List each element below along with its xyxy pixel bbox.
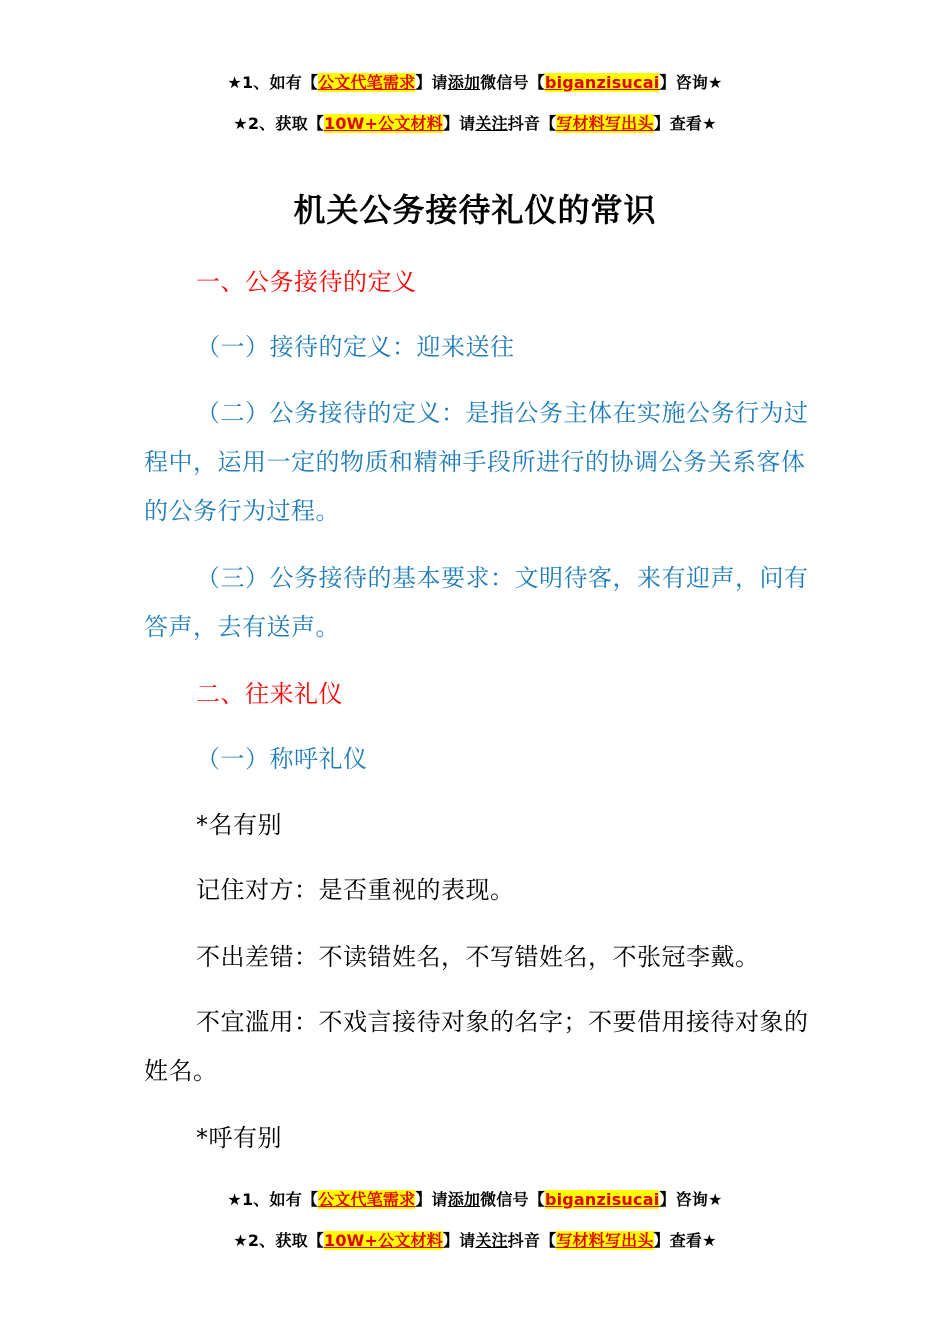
promo-highlight: 10W+公文材料 (323, 114, 443, 133)
promo-highlight: 10W+公文材料 (323, 1231, 443, 1250)
promo-text: ★2、获取【 (233, 114, 324, 133)
section-heading-1: 一、公务接待的定义 (196, 268, 417, 296)
promo-highlight: 公文代笔需求 (318, 73, 416, 92)
promo-text: 】请 (442, 114, 476, 133)
body-paragraph: 不出差错：不读错姓名，不写错姓名，不张冠李戴。 (196, 943, 760, 971)
promo-text: ★1、如有【 (227, 73, 319, 92)
douyin-id-highlight: 写材料写出头 (556, 114, 654, 133)
body-paragraph: （三）公务接待的基本要求：文明待客，来有迎声，问有答声，去有送声。 (144, 564, 809, 641)
header-promo-line-1 (0, 70, 950, 93)
wechat-id-highlight: biganzisucai (544, 1190, 660, 1209)
document-title: 机关公务接待礼仪的常识 (293, 191, 657, 229)
footer-promo-line-2 (0, 1228, 950, 1251)
promo-text: 】请 (415, 73, 448, 92)
promo-text: 】查看★ (653, 1231, 717, 1250)
promo-underline: 添加 (447, 73, 481, 92)
promo-text: 】请 (442, 1231, 476, 1250)
promo-text: 】查看★ (653, 114, 717, 133)
promo-text: 】咨询★ (659, 1190, 723, 1209)
promo-text: 微信号【 (480, 73, 545, 92)
promo-text: 抖音【 (507, 1231, 557, 1250)
promo-text: 抖音【 (507, 114, 557, 133)
promo-text: ★1、如有【 (227, 1190, 319, 1209)
wechat-id-highlight: biganzisucai (544, 73, 660, 92)
body-paragraph: （二）公务接待的定义：是指公务主体在实施公务行为过程中，运用一定的物质和精神手段所进行的协调公务关系客体的公务行为过程。 (144, 399, 809, 525)
promo-text: ★2、获取【 (233, 1231, 324, 1250)
section-heading-2: 二、往来礼仪 (196, 680, 343, 708)
body-paragraph: 记住对方：是否重视的表现。 (196, 876, 515, 904)
douyin-id-highlight: 写材料写出头 (556, 1231, 654, 1250)
subsection-heading: （一）称呼礼仪 (196, 745, 368, 773)
promo-text: 】咨询★ (659, 73, 723, 92)
promo-underline: 添加 (447, 1190, 481, 1209)
subsection-heading: （一）接待的定义：迎来送往 (196, 333, 515, 361)
promo-text: 】请 (415, 1190, 448, 1209)
header-promo-line-2 (0, 111, 950, 134)
footer-promo-line-1 (0, 1187, 950, 1210)
body-paragraph: 不宜滥用：不戏言接待对象的名字；不要借用接待对象的姓名。 (144, 1008, 809, 1085)
body-paragraph: *呼有别 (196, 1124, 282, 1152)
promo-underline: 关注 (475, 114, 508, 133)
promo-underline: 关注 (475, 1231, 508, 1250)
promo-highlight: 公文代笔需求 (318, 1190, 416, 1209)
body-paragraph: *名有别 (196, 811, 282, 839)
promo-text: 微信号【 (480, 1190, 545, 1209)
